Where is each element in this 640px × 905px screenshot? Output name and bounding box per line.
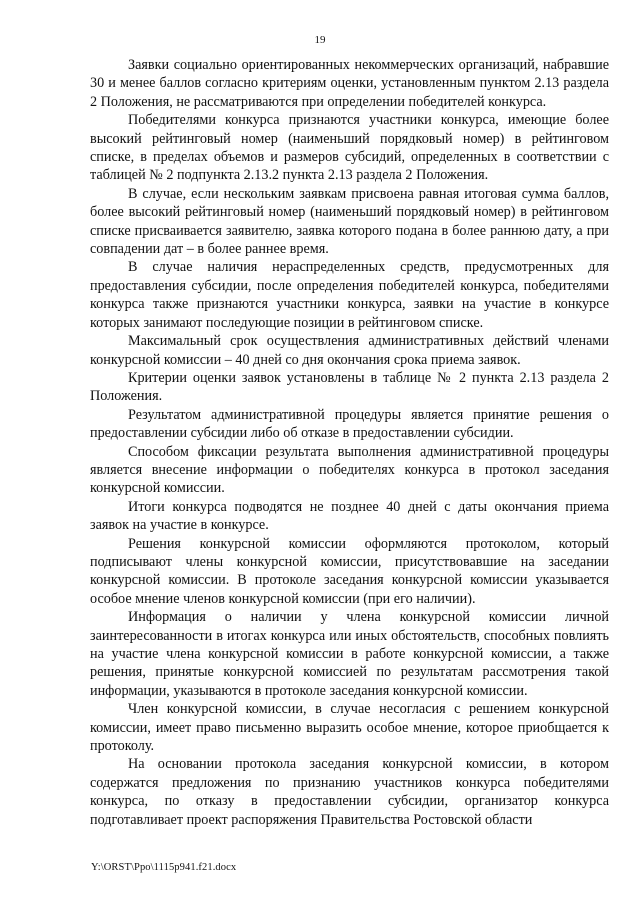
paragraph: Итоги конкурса подводятся не позднее 40 дней с даты окончания приема заявок на участие в конкурсе. xyxy=(90,498,609,534)
page-number: 19 xyxy=(314,34,326,46)
paragraph: На основании протокола заседания конкурсной комиссии, в котором содержатся предложения по признанию участников конкурса победителями конкурса, по отказу в предоставлении субсидии, организатор конкурса подготавливает проект распоряжения Правительства Ростовской области xyxy=(90,756,609,828)
paragraph: Результатом административной процедуры является принятие решения о предоставлении субсидии либо об отказе в предоставлении субсидии. xyxy=(90,406,609,442)
paragraph: В случае наличия нераспределенных средств, предусмотренных для предоставления субсидии, после определения победителей конкурса, победителями конкурса также признаются участники конкурса, заявки на участие в конкурсе которых занимают последующие позиции в рейтинговом списке. xyxy=(90,259,609,331)
paragraph: Заявки социально ориентированных некоммерческих организаций, набравшие 30 и менее баллов согласно критериям оценки, установленным пунктом 2.13 раздела 2 Положения, не рассматриваются при определении победителей конкурса. xyxy=(90,57,609,110)
paragraph: В случае, если нескольким заявкам присвоена равная итоговая сумма баллов, более высокий рейтинговый номер (наименьший порядковый номер) в рейтинговом списке присваивается заявителю, заявка которого подана в более раннюю дату, а при совпадении дат – в более раннее время. xyxy=(90,185,609,258)
paragraph: Критерии оценки заявок установлены в таблице № 2 пункта 2.13 раздела 2 Положения. xyxy=(90,369,609,405)
paragraph: Решения конкурсной комиссии оформляются протоколом, который подписывают члены конкурсной комиссии, присутствовавшие на заседании конкурсной комиссии. В протоколе заседания конкурсной комиссии указывается особое мнение членов конкурсной комиссии (при его наличии). xyxy=(90,535,609,607)
paragraph: Способом фиксации результата выполнения административной процедуры является внесение информации о победителях конкурса в протокол заседания конкурсной комиссии. xyxy=(90,443,609,497)
file-path-footer: Y:\ORST\Ppo\1115p941.f21.docx xyxy=(91,862,237,873)
paragraph: Максимальный срок осуществления административных действий членами конкурсной комиссии – 40 дней со дня окончания срока приема заявок. xyxy=(90,333,609,368)
paragraph: Победителями конкурса признаются участники конкурса, имеющие более высокий рейтинговый номер (наименьший порядковый номер) в рейтинговом списке, в пределах объемов и размеров субсидий, определенных в соответствии с таблицей № 2 подпункта 2.13.2 пункта 2.13 раздела 2 Положения. xyxy=(90,112,609,184)
paragraph: Информация о наличии у члена конкурсной комиссии личной заинтересованности в итогах конкурса или иных обстоятельств, способных повлиять на участие члена конкурсной комиссии в работе конкурсной комиссии, а также решения, принятые конкурсной комиссией по результатам рассмотрения такой информации, указываются в протоколе заседания конкурсной комиссии. xyxy=(90,609,609,699)
paragraph: Член конкурсной комиссии, в случае несогласия с решением конкурсной комиссии, имеет право письменно выразить особое мнение, которое приобщается к протоколу. xyxy=(90,701,609,755)
document-body xyxy=(90,56,609,829)
